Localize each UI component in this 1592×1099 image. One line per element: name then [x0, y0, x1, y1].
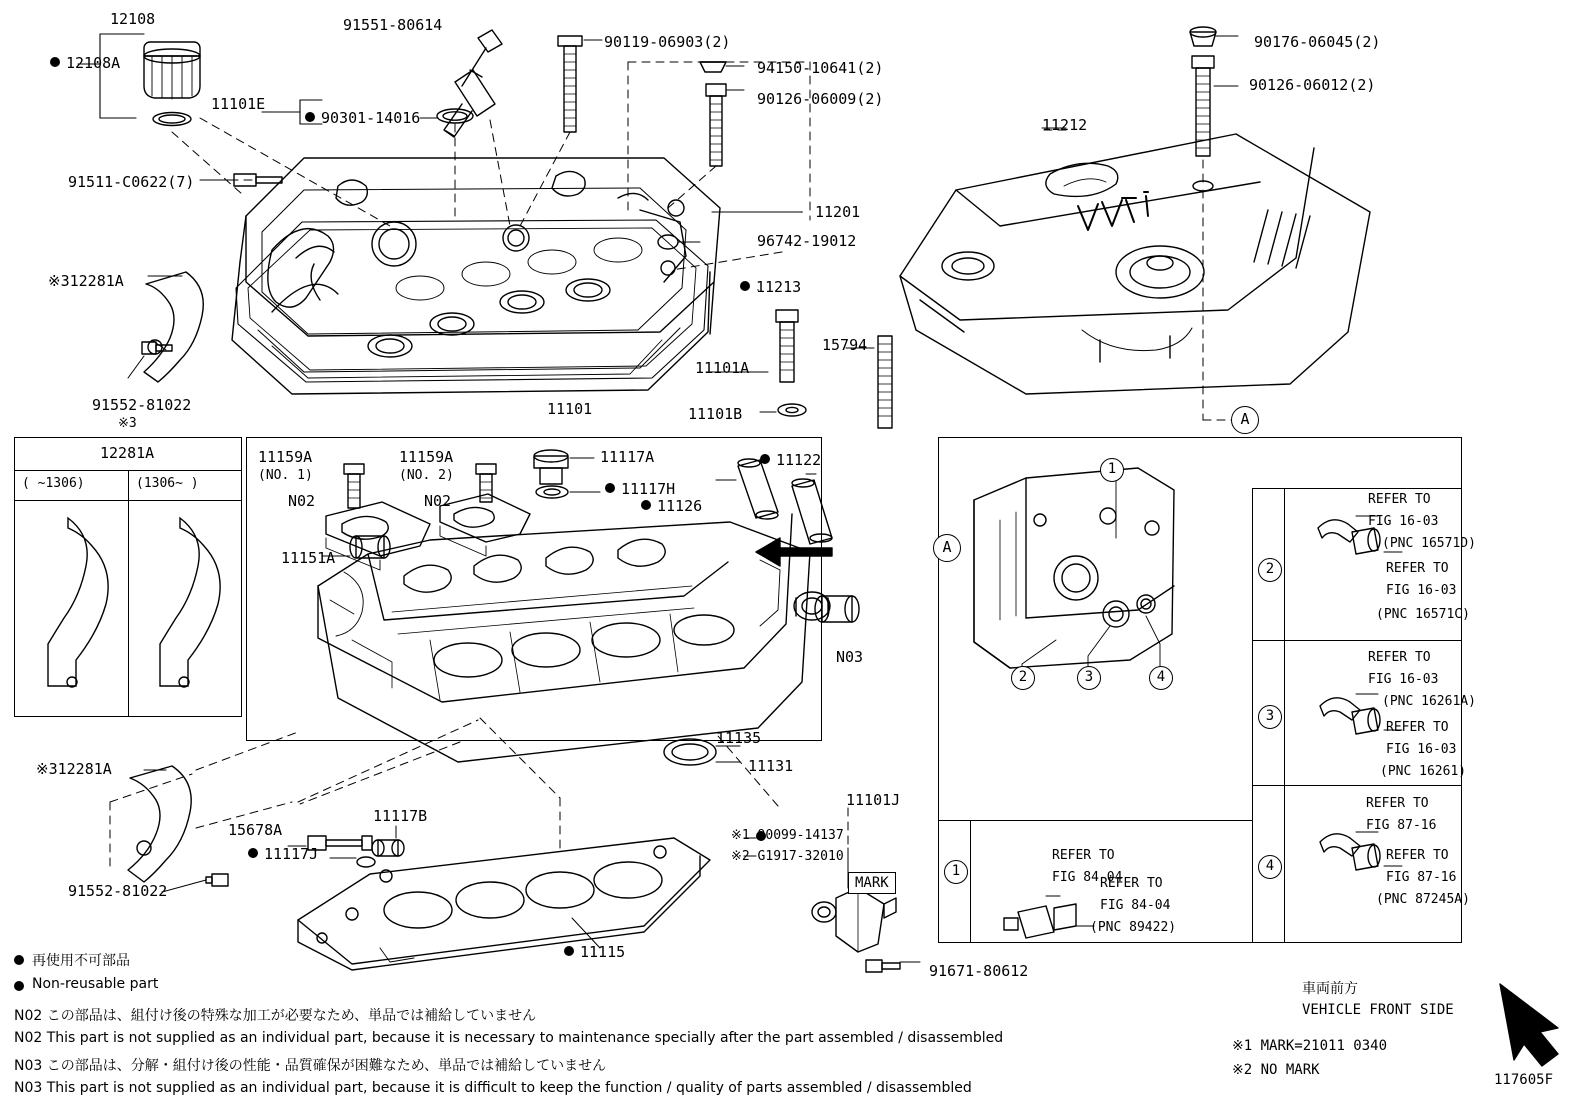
callout-11126: 11126 — [657, 497, 703, 515]
refer-3-l6: (PNC 16261) — [1380, 764, 1467, 779]
callout-11122: 11122 — [776, 451, 822, 469]
callout-11101: 11101 — [547, 400, 593, 418]
refer-1-l5: (PNC 89422) — [1090, 920, 1177, 935]
callout-11159A-1: 11159A — [258, 448, 313, 466]
refer-4-l2: FIG 87-16 — [1366, 818, 1437, 833]
legend-nonreusable-en: Non-reusable part — [32, 976, 159, 992]
callout-11101A: 11101A — [695, 359, 750, 377]
callout-90126b: 90126-06012(2) — [1249, 76, 1376, 94]
table-12281A-shapes — [14, 500, 242, 740]
part-12281A-upper — [144, 272, 203, 382]
callout-11117H: 11117H — [621, 480, 676, 498]
callout-11212: 11212 — [1042, 116, 1088, 134]
table-12281A-col1: ( ~1306) — [22, 476, 85, 491]
mark1-note: ※1 MARK=21011 0340 — [1232, 1038, 1388, 1054]
nonreuse-dot-11117H — [605, 483, 615, 493]
callout-96742: 96742-19012 — [757, 232, 857, 250]
part-91671-bolt — [866, 960, 920, 972]
mark2-note: ※2 NO MARK — [1232, 1062, 1320, 1078]
refer-row-num-3: 3 — [1258, 705, 1282, 729]
nonreuse-dot-12108A — [50, 57, 60, 67]
callout-90099: ※1 90099-14137 — [731, 828, 844, 843]
callout-11135: 11135 — [716, 729, 762, 747]
refer-3-l5: FIG 16-03 — [1386, 742, 1457, 757]
legend-n02-jp: N02 この部品は、組付け後の特殊な加工が必要なため、単品では補給していません — [14, 1008, 537, 1024]
callout-11101E: 11101E — [211, 95, 266, 113]
vehicle-front-arrow — [1500, 984, 1558, 1066]
callout-x3: ※3 — [118, 416, 137, 431]
callout-15678A: 15678A — [228, 821, 283, 839]
refer-4-l4: FIG 87-16 — [1386, 870, 1457, 885]
part-12108-oil-filler-cap — [144, 42, 200, 126]
diagram-code: 117605F — [1494, 1072, 1554, 1088]
refer-row1-col — [970, 820, 971, 943]
legend-n02-en: N02 This part is not supplied as an individual part, because it is necessary to maintenance specially after the part assembled / disassembled — [14, 1030, 1004, 1046]
part-11213-bolt — [776, 310, 798, 382]
detail-circle-2: 2 — [1011, 666, 1035, 690]
callout-11117J: 11117J — [264, 845, 319, 863]
nonreuse-dot-11117J — [248, 848, 258, 858]
callout-N02-a: N02 — [288, 492, 316, 510]
refer-2-l1: REFER TO — [1368, 492, 1431, 507]
refer-1-l1: REFER TO — [1052, 848, 1115, 863]
section-mark-A-detail: A — [1231, 406, 1259, 434]
nonreuse-dot-11115 — [564, 946, 574, 956]
callout-11159A-2: 11159A — [399, 448, 454, 466]
refer-1-l4: FIG 84-04 — [1100, 898, 1171, 913]
callout-no2-label: (NO. 2) — [399, 468, 454, 483]
part-camshaft-sensor — [444, 70, 495, 137]
part-11101B-washer — [760, 404, 806, 416]
refer-4-l3: REFER TO — [1386, 848, 1449, 863]
legend-dot-en — [14, 981, 24, 991]
callout-90126a: 90126-06009(2) — [757, 90, 884, 108]
callout-12281A-lower: ※312281A — [36, 760, 112, 778]
callout-90176: 90176-06045(2) — [1254, 33, 1381, 51]
refer-2-l6: (PNC 16571C) — [1376, 607, 1470, 622]
part-12281A-lower — [128, 766, 191, 882]
legend-n03-en: N03 This part is not supplied as an individual part, because it is difficult to keep the function / quality of parts assembled / disassembled — [14, 1080, 972, 1096]
refer-2-l3: (PNC 16571D) — [1382, 536, 1476, 551]
callout-11101J: 11101J — [846, 791, 901, 809]
part-90176-nut — [1190, 27, 1238, 46]
callout-12108: 12108 — [110, 10, 156, 28]
legend-dot-jp — [14, 955, 24, 965]
refer-4-l1: REFER TO — [1366, 796, 1429, 811]
detail-circle-1: 1 — [1100, 458, 1124, 482]
part-96742-grommet — [658, 235, 700, 249]
part-11213-gasket — [236, 220, 708, 382]
callout-N03: N03 — [836, 648, 864, 666]
part-11101J-sensor — [812, 888, 896, 952]
table-12281A-title: 12281A — [100, 444, 155, 462]
part-90126-bolt — [706, 84, 726, 166]
refer-2-l2: FIG 16-03 — [1368, 514, 1439, 529]
callout-91552-upper: 91552-81022 — [92, 396, 192, 414]
callout-11117A: 11117A — [600, 448, 655, 466]
part-91552-lower-bolt — [162, 874, 228, 892]
callout-11101B: 11101B — [688, 405, 743, 423]
callout-90119: 90119-06903(2) — [604, 33, 731, 51]
refer-4-l5: (PNC 87245A) — [1376, 892, 1470, 907]
refer-2-l4: REFER TO — [1386, 561, 1449, 576]
part-11117J-washer — [330, 857, 375, 867]
detail-circle-3: 3 — [1077, 666, 1101, 690]
callout-N02-b: N02 — [424, 492, 452, 510]
part-11201-cylinder-head-cover — [232, 158, 720, 394]
refer-row-num-1: 1 — [944, 860, 968, 884]
callout-11201: 11201 — [815, 203, 861, 221]
refer-1-l3: REFER TO — [1100, 876, 1163, 891]
nonreuse-dot-90301 — [305, 112, 315, 122]
refer-3-l2: FIG 16-03 — [1368, 672, 1439, 687]
callout-no1: (NO. 1) — [258, 468, 313, 483]
refer-3-l1: REFER TO — [1368, 650, 1431, 665]
callout-91671: 91671-80612 — [929, 962, 1029, 980]
detail-circle-4: 4 — [1149, 666, 1173, 690]
callout-12281A-upper: ※312281A — [48, 272, 124, 290]
callout-11131: 11131 — [748, 757, 794, 775]
legend-nonreusable-jp: 再使用不可部品 — [32, 953, 130, 969]
callout-91511: 91511-C0622(7) — [68, 173, 195, 191]
callout-11213: 11213 — [756, 278, 802, 296]
refer-3-l4: REFER TO — [1386, 720, 1449, 735]
nonreuse-dot-11213 — [740, 281, 750, 291]
callout-94150: 94150-10641(2) — [757, 59, 884, 77]
refer-3-l3: (PNC 16261A) — [1382, 694, 1476, 709]
part-91551-bolt — [462, 30, 502, 86]
callout-11151A: 11151A — [281, 549, 336, 567]
part-91511-bolt — [200, 174, 282, 186]
vehicle-front-en: VEHICLE FRONT SIDE — [1302, 1002, 1454, 1018]
vehicle-front-jp: 車両前方 — [1302, 981, 1358, 997]
callout-12108A: 12108A — [66, 54, 121, 72]
part-94150-washer — [700, 62, 726, 72]
callout-15794: 15794 — [822, 336, 868, 354]
refer-1-l2: FIG 84-04 — [1052, 870, 1123, 885]
refer-col-divider — [1284, 488, 1285, 943]
refer-row-num-4: 4 — [1258, 855, 1282, 879]
callout-G1917: ※2 G1917-32010 — [731, 849, 844, 864]
nonreuse-dot-11122 — [760, 454, 770, 464]
callout-11115: 11115 — [580, 943, 626, 961]
callout-91551: 91551-80614 — [343, 16, 443, 34]
part-11117B-plug — [372, 826, 404, 856]
nonreuse-dot-11126 — [641, 500, 651, 510]
refer-row-num-2: 2 — [1258, 558, 1282, 582]
table-12281A-col2: (1306~ ) — [136, 476, 199, 491]
callout-90301: 90301-14016 — [321, 109, 421, 127]
callout-11117B: 11117B — [373, 807, 428, 825]
legend-n03-jp: N03 この部品は、分解・組付け後の性能・品質確保が困難なため、単品では補給していません — [14, 1058, 607, 1074]
main-head-box — [246, 437, 822, 741]
section-mark-A-main: A — [933, 534, 961, 562]
mark-box: MARK — [848, 872, 896, 894]
part-90119-bolt — [558, 36, 582, 132]
callout-91552-lower: 91552-81022 — [68, 882, 168, 900]
refer-2-l5: FIG 16-03 — [1386, 583, 1457, 598]
part-11212-engine-cover — [900, 134, 1370, 394]
